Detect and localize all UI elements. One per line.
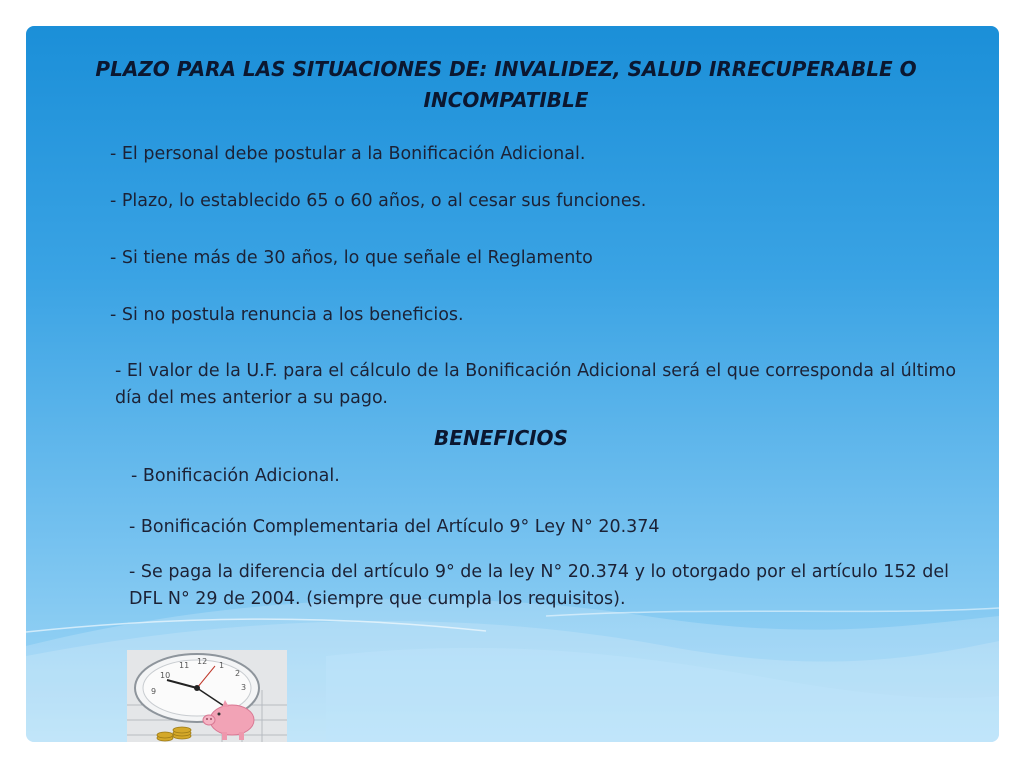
slide [26,26,999,742]
svg-text:12: 12 [197,657,208,666]
svg-text:1: 1 [219,661,225,670]
clock-piggy-bank-image [127,650,287,742]
bullet-plazo: - Plazo, lo establecido 65 o 60 años, o al cesar sus funciones. [110,191,647,211]
clock-calendar-piggy-bank-icon [127,650,287,742]
benefit-bonificacion-complementaria: - Bonificación Complementaria del Artículo 9° Ley N° 20.374 [129,517,660,537]
svg-text:3: 3 [241,683,247,692]
svg-text:9: 9 [151,687,157,696]
svg-text:11: 11 [179,661,190,670]
benefit-bonificacion-adicional: - Bonificación Adicional. [131,466,340,486]
bullet-renuncia: - Si no postula renuncia a los beneficios. [110,305,464,325]
bullet-reglamento: - Si tiene más de 30 años, lo que señale el Reglamento [110,248,593,268]
bullet-valor-uf: - El valor de la U.F. para el cálculo de la Bonificación Adicional será el que corresponda al último día del mes anterior a su pago. [115,361,957,408]
svg-text:10: 10 [160,671,171,680]
benefits-heading: BENEFICIOS [434,426,568,450]
svg-text:2: 2 [235,669,241,678]
bullet-postular: - El personal debe postular a la Bonificación Adicional. [110,144,586,164]
slide-title: PLAZO PARA LAS SITUACIONES DE: INVALIDEZ, SALUD IRRECUPERABLE O INCOMPATIBLE [95,57,917,112]
benefit-diferencia: - Se paga la diferencia del artículo 9° de la ley N° 20.374 y lo otorgado por el artículo 152 del DFL N° 29 de 2004. (siempre que cumpla los requisitos). [129,562,949,609]
